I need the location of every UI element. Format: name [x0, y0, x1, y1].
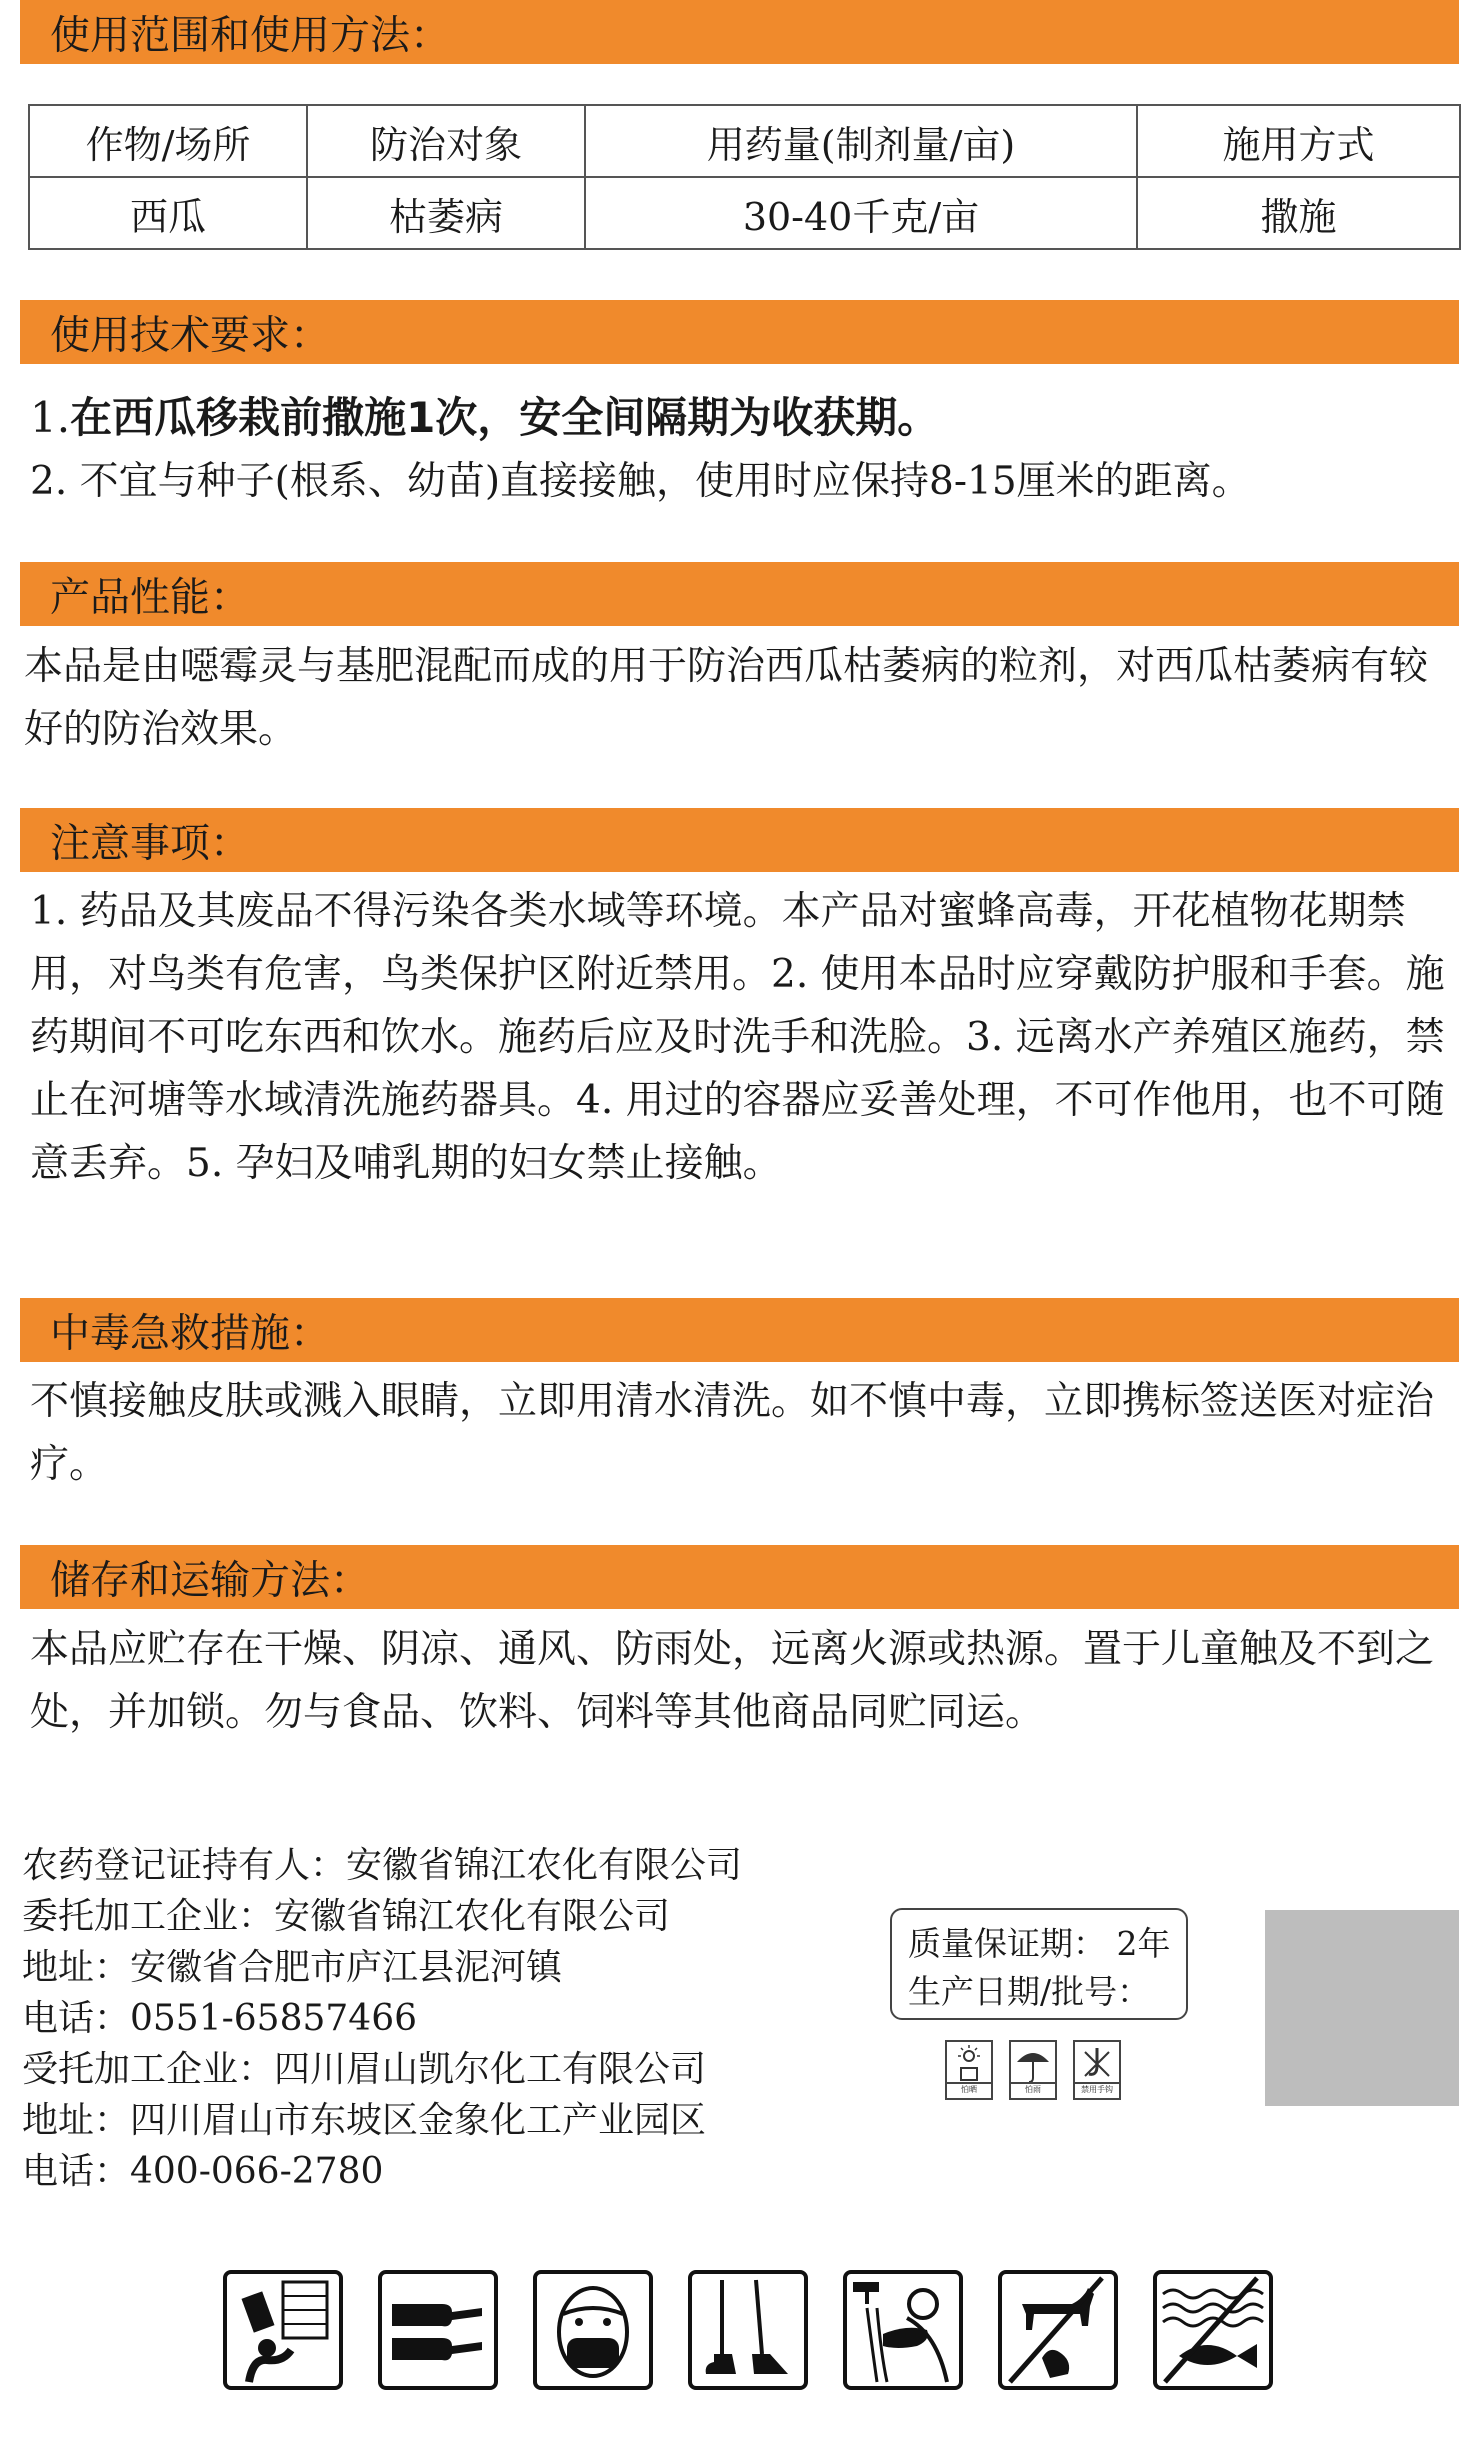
wash-pictogram — [843, 2270, 963, 2390]
gloves-pictogram — [378, 2270, 498, 2390]
umbrella-icon — [1009, 2040, 1057, 2100]
quality-box — [890, 1908, 1188, 2020]
precautions-text: 1. 药品及其废品不得污染各类水域等环境。本产品对蜜蜂高毒，开花植物花期禁用，对鸟类有危害，鸟类保护区附近禁用。2. 使用本品时应穿戴防护服和手套。施药期间不可吃东西和饮水。施药后应及时洗手和洗脸。3. 远离水产养殖区施药，禁止在河塘等水域清洗施药器具。4. 用过的容器应妥善处理，不可作他用，也不可随意丢弃。5. 孕妇及哺乳期的妇女禁止接触。 — [30, 889, 1445, 1186]
commissioning-address: 地址：安徽省合肥市庐江县泥河镇 — [22, 1947, 563, 1988]
storage-text: 本品应贮存在干燥、阴凉、通风、防雨处，远离火源或热源。置于儿童触及不到之处，并加锁。勿与食品、饮料、饲料等其他商品同贮同运。 — [30, 1627, 1435, 1735]
storage-heading: 储存和运输方法： — [50, 1557, 370, 1604]
shelf-life: 质量保证期： 2年 — [908, 1924, 1171, 1963]
usage-table-row — [29, 177, 1460, 249]
registration-holder: 农药登记证持有人：安徽省锦江农化有限公司 — [22, 1845, 743, 1886]
mask-pictogram — [533, 2270, 653, 2390]
boots-pictogram — [688, 2270, 808, 2390]
performance-text: 本品是由噁霉灵与基肥混配而成的用于防治西瓜枯萎病的粒剂，对西瓜枯萎病有较好的防治效果。 — [24, 644, 1429, 752]
first-aid-heading-bar — [20, 1298, 1459, 1362]
technical-heading-bar — [20, 300, 1459, 364]
usage-table — [28, 104, 1461, 250]
header-dosage: 用药量(制剂量/亩) — [585, 105, 1137, 177]
technical-heading: 使用技术要求： — [50, 312, 330, 359]
technical-item-2: 2. 不宜与种子(根系、幼苗)直接接触，使用时应保持8-15厘米的距离。 — [30, 459, 1251, 504]
storage-heading-bar — [20, 1545, 1459, 1609]
technical-item-1-text: 在西瓜移栽前撒施1次，安全间隔期为收获期。 — [70, 393, 940, 442]
performance-heading: 产品性能： — [50, 574, 250, 621]
precautions-heading-bar — [20, 808, 1459, 872]
usage-heading: 使用范围和使用方法： — [50, 12, 450, 59]
cell-crop: 西瓜 — [29, 177, 307, 249]
commissioning-company: 委托加工企业：安徽省锦江农化有限公司 — [22, 1896, 671, 1937]
contractor-phone: 电话：400-066-2780 — [22, 2151, 384, 2192]
first-aid-text: 不慎接触皮肤或溅入眼睛，立即用清水清洗。如不慎中毒，立即携标签送医对症治疗。 — [30, 1379, 1435, 1487]
commissioning-phone: 电话：0551-65857466 — [22, 1998, 418, 2039]
usage-heading-bar — [20, 0, 1459, 64]
technical-item-1-number: 1. — [30, 393, 71, 442]
gray-placeholder-box — [1265, 1910, 1459, 2106]
cell-target: 枯萎病 — [307, 177, 585, 249]
header-crop: 作物/场所 — [29, 105, 307, 177]
performance-heading-bar — [20, 562, 1459, 626]
pesticide-storage-pictogram — [223, 2270, 343, 2390]
no-hand-hook-icon — [1073, 2040, 1121, 2100]
usage-table-header-row — [29, 105, 1460, 177]
first-aid-heading: 中毒急救措施： — [50, 1310, 330, 1357]
technical-item-1 — [30, 388, 1460, 448]
no-hand-hook-icon-label: 禁用手钩 — [1075, 2082, 1119, 2098]
header-target: 防治对象 — [307, 105, 585, 177]
sun-icon-label: 怕晒 — [947, 2082, 991, 2098]
production-date: 生产日期/批号： — [908, 1972, 1151, 2011]
fish-danger-pictogram — [1153, 2270, 1273, 2390]
contractor-address: 地址：四川眉山市东坡区金象化工产业园区 — [22, 2100, 707, 2141]
precautions-heading: 注意事项： — [50, 820, 250, 867]
header-method: 施用方式 — [1137, 105, 1460, 177]
sun-icon — [945, 2040, 993, 2100]
umbrella-icon-label: 怕雨 — [1011, 2082, 1055, 2098]
livestock-danger-pictogram — [998, 2270, 1118, 2390]
cell-dosage: 30-40千克/亩 — [585, 177, 1137, 249]
contractor-company: 受托加工企业：四川眉山凯尔化工有限公司 — [22, 2049, 707, 2090]
cell-method: 撒施 — [1137, 177, 1460, 249]
